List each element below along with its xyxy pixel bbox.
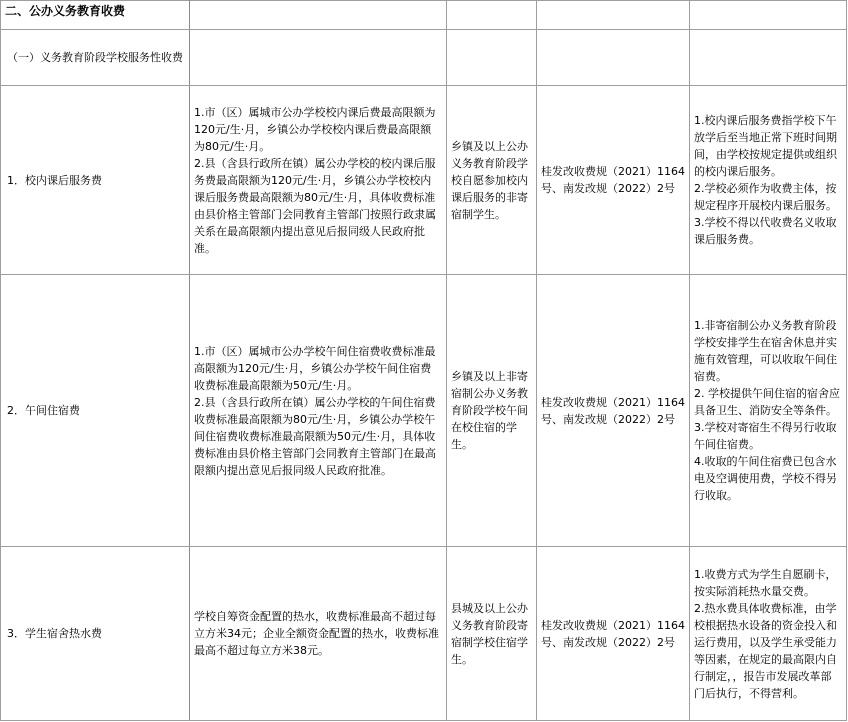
standard-line: 1.市（区）属城市公办学校校内课后费最高限额为120元/生·月，乡镇公办学校校内课后费最高限额为80元/生·月。 [194,105,436,153]
subsection-header-row [1,30,847,86]
fee-scope[interactable]: 县城及以上公办义务教育阶段寄宿制学校住宿学生。 [447,547,537,721]
section-title[interactable]: 二、公办义务教育收费 [1,1,190,30]
note-line: 2.热水费具体收费标准，由学校根据热水设备的资金投入和运行费用，以及学生承受能力等因素，在规定的最高限内自行制定，，报告市发展改革部门后执行，不得营利。 [694,601,837,700]
fee-notes[interactable] [690,86,847,275]
fee-notes[interactable] [690,547,847,721]
note-line: 3.学校不得以代收费名义收取课后服务费。 [694,216,837,246]
note-line: 1.收费方式为学生自愿刷卡，按实际消耗热水量交费。 [694,567,837,598]
fee-scope[interactable]: 乡镇及以上公办义务教育阶段学校自愿参加校内课后服务的非寄宿制学生。 [447,86,537,275]
standard-line: 学校自筹资金配置的热水，收费标准最高不超过每立方米34元；企业全额资金配置的热水，收费标准最高不超过每立方米38元。 [194,610,439,657]
empty-cell[interactable] [537,1,690,30]
fee-notes[interactable] [690,275,847,547]
fee-basis[interactable]: 桂发改收费规（2021）1164号、南发改规（2022）2号 [537,86,690,275]
fee-name[interactable]: 2．午间住宿费 [1,275,190,547]
standard-line: 2.县（含县行政所在镇）属公办学校的校内课后服务费最高限额为120元/生·月，乡镇公办学校校内课后服务费最高限额为80元/生·月，具体收费标准由县价格主管部门会同教育主管部门按照行政隶属关系在最高限额内提出意见后报同级人民政府批准。 [194,156,436,255]
note-line: 1.校内课后服务费指学校下午放学后至当地正常下班时间期间，由学校按规定提供或组织的校内课后服务。 [694,114,837,178]
standard-line: 1.市（区）属城市公办学校午间住宿费收费标准最高限额为120元/生·月，乡镇公办学校午间住宿费收费标准最高限额为50元/生·月。 [194,344,436,392]
note-line: 2. 学校提供午间住宿的宿舍应具备卫生、消防安全等条件。 [694,387,840,417]
fee-name[interactable]: 1．校内课后服务费 [1,86,190,275]
fee-scope[interactable]: 乡镇及以上非寄宿制公办义务教育阶段学校午间在校住宿的学生。 [447,275,537,547]
fee-standard[interactable] [190,547,447,721]
standard-line: 2.县（含县行政所在镇）属公办学校的午间住宿费收费标准最高限额为80元/生·月，乡镇公办学校午间住宿费收费标准最高限额为50元/生·月，具体收费标准由县价格主管部门会同教育主管部门在最高限额内提出意见后报同级人民政府批准。 [194,395,436,477]
empty-cell[interactable] [447,1,537,30]
table-row [1,275,847,547]
note-line: 4.收取的午间住宿费已包含水电及空调使用费，学校不得另行收取。 [694,455,837,502]
empty-cell[interactable] [690,1,847,30]
fee-standard[interactable] [190,86,447,275]
section-header-row [1,1,847,30]
empty-cell[interactable] [190,30,447,86]
fee-name[interactable]: 3．学生宿舍热水费 [1,547,190,721]
empty-cell[interactable] [690,30,847,86]
empty-cell[interactable] [190,1,447,30]
note-line: 1.非寄宿制公办义务教育阶段学校安排学生在宿舍休息并实施有效管理，可以收取午间住宿费。 [694,319,837,383]
note-line: 3.学校对寄宿生不得另行收取午间住宿费。 [694,421,837,451]
subsection-title[interactable]: （一）义务教育阶段学校服务性收费 [1,30,190,86]
fee-standard[interactable] [190,275,447,547]
note-line: 2.学校必须作为收费主体，按规定程序开展校内课后服务。 [694,182,837,212]
fee-basis[interactable]: 桂发改收费规（2021）1164号、南发改规（2022）2号 [537,547,690,721]
table-row [1,547,847,721]
table-row [1,86,847,275]
empty-cell[interactable] [447,30,537,86]
empty-cell[interactable] [537,30,690,86]
fee-basis[interactable]: 桂发改收费规（2021）1164号、南发改规（2022）2号 [537,275,690,547]
